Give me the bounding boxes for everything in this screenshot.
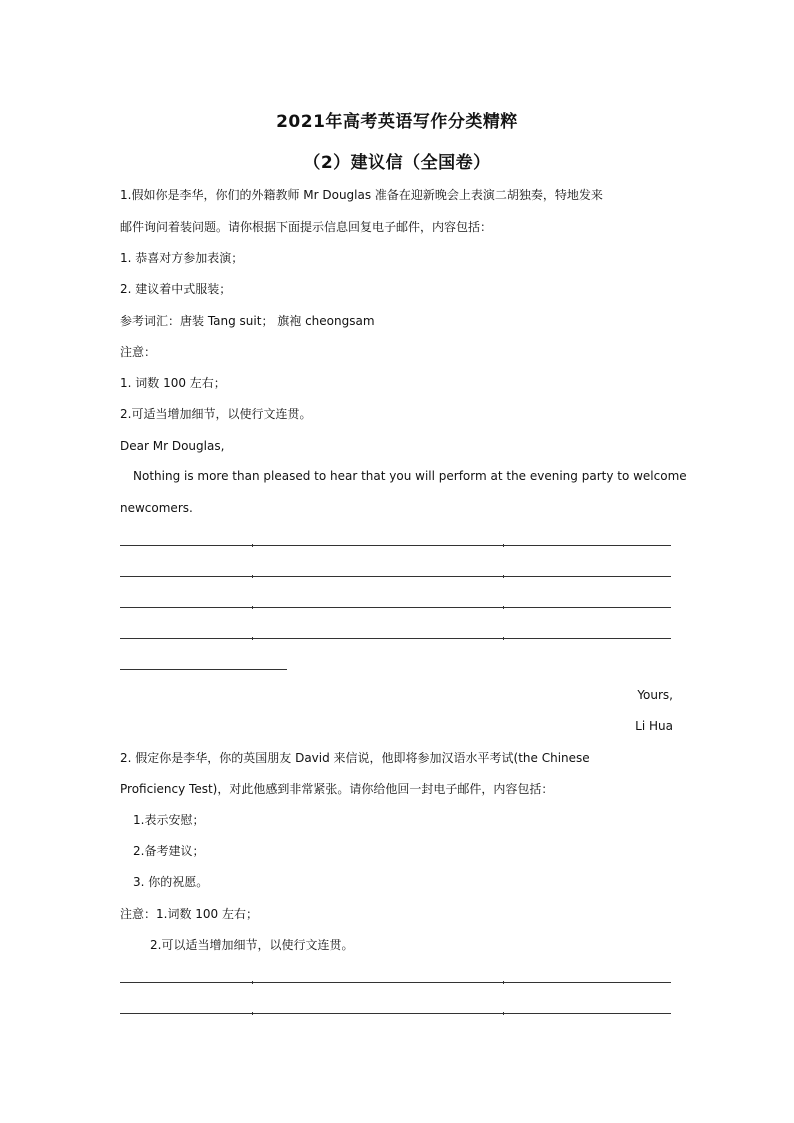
document-subtitle: （2）建议信（全国卷） <box>303 153 491 173</box>
answer-line[interactable] <box>120 607 671 608</box>
answer-line-short[interactable] <box>120 669 287 670</box>
task1-note-2: 2.可适当增加细节，以使行文连贯。 <box>120 407 312 421</box>
task2-point-1: 1.表示安慰； <box>133 813 205 827</box>
letter-opening-line1: Nothing is more than pleased to hear that you will perform at the evening party to welcome <box>133 469 687 483</box>
answer-line[interactable] <box>120 1013 671 1014</box>
letter-greeting: Dear Mr Douglas, <box>120 439 225 453</box>
task2-note-2: 2.可以适当增加细节，以使行文连贯。 <box>150 938 354 952</box>
answer-line[interactable] <box>120 576 671 577</box>
task2-point-2: 2.备考建议； <box>133 844 205 858</box>
task2-note-1: 注意：1.词数 100 左右； <box>120 907 258 921</box>
letter-opening-line2: newcomers. <box>120 501 193 515</box>
letter-closing: Yours, <box>637 688 673 702</box>
document-title: 2021年高考英语写作分类精粹 <box>276 112 518 132</box>
task1-point-1: 1. 恭喜对方参加表演； <box>120 251 244 265</box>
letter-signature: Li Hua <box>635 719 673 733</box>
answer-line[interactable] <box>120 638 671 639</box>
task1-point-2: 2. 建议着中式服装； <box>120 282 232 296</box>
task2-prompt-line1: 2. 假定你是李华，你的英国朋友 David 来信说，他即将参加汉语水平考试(the Chinese <box>120 751 590 765</box>
answer-line[interactable] <box>120 982 671 983</box>
answer-line[interactable] <box>120 545 671 546</box>
task1-prompt-line2: 邮件询问着装问题。请你根据下面提示信息回复电子邮件，内容包括： <box>120 220 493 234</box>
task2-point-3: 3. 你的祝愿。 <box>133 875 209 889</box>
task1-note-1: 1. 词数 100 左右； <box>120 376 226 390</box>
task1-vocabulary: 参考词汇：唐装 Tang suit； 旗袍 cheongsam <box>120 314 375 328</box>
task1-prompt-line1: 1.假如你是李华，你们的外籍教师 Mr Douglas 准备在迎新晚会上表演二胡独奏，特地发来 <box>120 188 603 202</box>
task1-notes-label: 注意： <box>120 345 157 359</box>
task2-prompt-line2: Proficiency Test)，对此他感到非常紧张。请你给他回一封电子邮件，内容包括： <box>120 782 554 796</box>
